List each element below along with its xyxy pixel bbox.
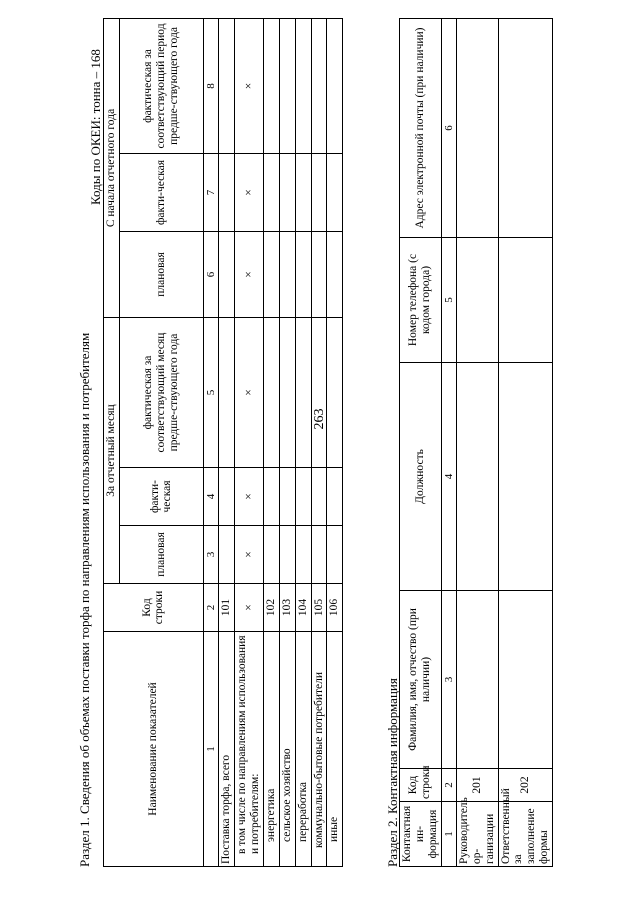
cell-value: [219, 232, 235, 318]
column-numbers-row: [203, 18, 218, 866]
cell-value: [311, 468, 327, 526]
row-code: ×: [235, 584, 264, 632]
cell-value: [311, 526, 327, 584]
cell-value: [311, 318, 327, 468]
col-number: 2: [441, 769, 456, 802]
header-fio: Фамилия, имя, отчество (при наличии): [400, 591, 442, 769]
cell-value: [263, 154, 279, 232]
col-number: 4: [203, 468, 218, 526]
cell-value: [456, 363, 498, 591]
col-number: 3: [203, 526, 218, 584]
cell-value: [295, 468, 311, 526]
cell-value: [263, 526, 279, 584]
cell-value: [295, 526, 311, 584]
col-number: 8: [203, 18, 218, 153]
header-contact: Контактная ин-формация: [400, 802, 442, 867]
section1-title: Раздел 1. Сведения об объемах поставки торфа по направлениям использования и потребителям: [77, 332, 92, 867]
cell-value: ×: [235, 232, 264, 318]
header-actual-year: факти-ческая: [119, 154, 203, 232]
header-actual-prev-month: фактическая за соответствующий месяц предше-ствующего года: [119, 318, 203, 468]
col-number: 5: [203, 318, 218, 468]
row-code: 104: [295, 584, 311, 632]
contact-label: Руководитель ор-ганизации: [456, 802, 498, 867]
row-name: коммунально-бытовые потребители: [311, 632, 327, 867]
cell-value: [279, 318, 295, 468]
cell-value: [311, 232, 327, 318]
column-numbers-row: [441, 19, 456, 867]
table-row: [456, 19, 498, 867]
row-name: в том числе по направлениям использования и потребителям:: [235, 632, 264, 867]
header-name: Наименование показателей: [104, 632, 204, 867]
table-row: [235, 18, 264, 866]
col-number: 2: [203, 584, 218, 632]
cell-value: [456, 238, 498, 363]
cell-value: [311, 18, 327, 153]
table-row: [295, 18, 311, 866]
cell-value: [498, 363, 553, 591]
cell-value: [219, 526, 235, 584]
cell-value: [219, 154, 235, 232]
cell-value: [327, 154, 343, 232]
cell-value: [295, 232, 311, 318]
cell-value: ×: [235, 526, 264, 584]
header-code: Код строки: [104, 584, 204, 632]
header-period-month: За отчетный месяц: [104, 318, 120, 584]
row-name: иные: [327, 632, 343, 867]
row-code: 105: [311, 584, 327, 632]
cell-value: [219, 18, 235, 153]
header-code: Код строки: [400, 769, 442, 802]
row-name: сельское хозяйство: [279, 632, 295, 867]
table-row: [219, 18, 235, 866]
cell-value: [263, 468, 279, 526]
cell-value: [327, 318, 343, 468]
col-number: 3: [441, 591, 456, 769]
cell-value: [279, 232, 295, 318]
section2-title: Раздел 2. Контактная информация: [385, 678, 400, 867]
cell-value: [295, 18, 311, 153]
page-number: 263: [312, 408, 327, 430]
header-email: Адрес электронной почты (при наличии): [400, 19, 442, 238]
cell-value: [327, 232, 343, 318]
units-label: Коды по ОКЕИ: тонна – 168: [88, 49, 103, 205]
col-number: 1: [203, 632, 218, 867]
cell-value: [456, 19, 498, 238]
row-code: 103: [279, 584, 295, 632]
cell-value: [311, 154, 327, 232]
cell-value: [327, 526, 343, 584]
header-actual-month: факти-ческая: [119, 468, 203, 526]
table-row: [327, 18, 343, 866]
header-planned-year: плановая: [119, 232, 203, 318]
cell-value: ×: [235, 154, 264, 232]
col-number: 5: [441, 238, 456, 363]
table-row: [263, 18, 279, 866]
cell-value: [295, 318, 311, 468]
cell-value: [498, 591, 553, 769]
row-code: 101: [219, 584, 235, 632]
header-planned-month: плановая: [119, 526, 203, 584]
section2-table: [399, 18, 553, 867]
cell-value: [263, 318, 279, 468]
cell-value: [498, 19, 553, 238]
table-row: [498, 19, 553, 867]
cell-value: [456, 591, 498, 769]
cell-value: [219, 468, 235, 526]
cell-value: ×: [235, 18, 264, 153]
cell-value: [279, 468, 295, 526]
cell-value: ×: [235, 318, 264, 468]
row-name: энергетика: [263, 632, 279, 867]
cell-value: [263, 18, 279, 153]
row-code: 201: [456, 769, 498, 802]
header-period-year: С начала отчетного года: [104, 18, 120, 317]
section1-table: [103, 18, 343, 867]
cell-value: [263, 232, 279, 318]
cell-value: [295, 154, 311, 232]
cell-value: [327, 468, 343, 526]
cell-value: [327, 18, 343, 153]
cell-value: [498, 238, 553, 363]
table-row: [279, 18, 295, 866]
col-number: 1: [441, 802, 456, 867]
row-code: 202: [498, 769, 553, 802]
row-name: Поставка торфа, всего: [219, 632, 235, 867]
header-actual-prev-period: фактическая за соответствующий период предше-ствующего года: [119, 18, 203, 153]
col-number: 6: [203, 232, 218, 318]
row-code: 106: [327, 584, 343, 632]
header-phone: Номер телефона (с кодом города): [400, 238, 442, 363]
col-number: 4: [441, 363, 456, 591]
header-position: Должность: [400, 363, 442, 591]
col-number: 7: [203, 154, 218, 232]
row-name: переработка: [295, 632, 311, 867]
contact-label: Ответственный за заполнение формы: [498, 802, 553, 867]
col-number: 6: [441, 19, 456, 238]
row-code: 102: [263, 584, 279, 632]
cell-value: [279, 154, 295, 232]
cell-value: [279, 18, 295, 153]
cell-value: ×: [235, 468, 264, 526]
cell-value: [279, 526, 295, 584]
cell-value: [219, 318, 235, 468]
table-row: [311, 18, 327, 866]
